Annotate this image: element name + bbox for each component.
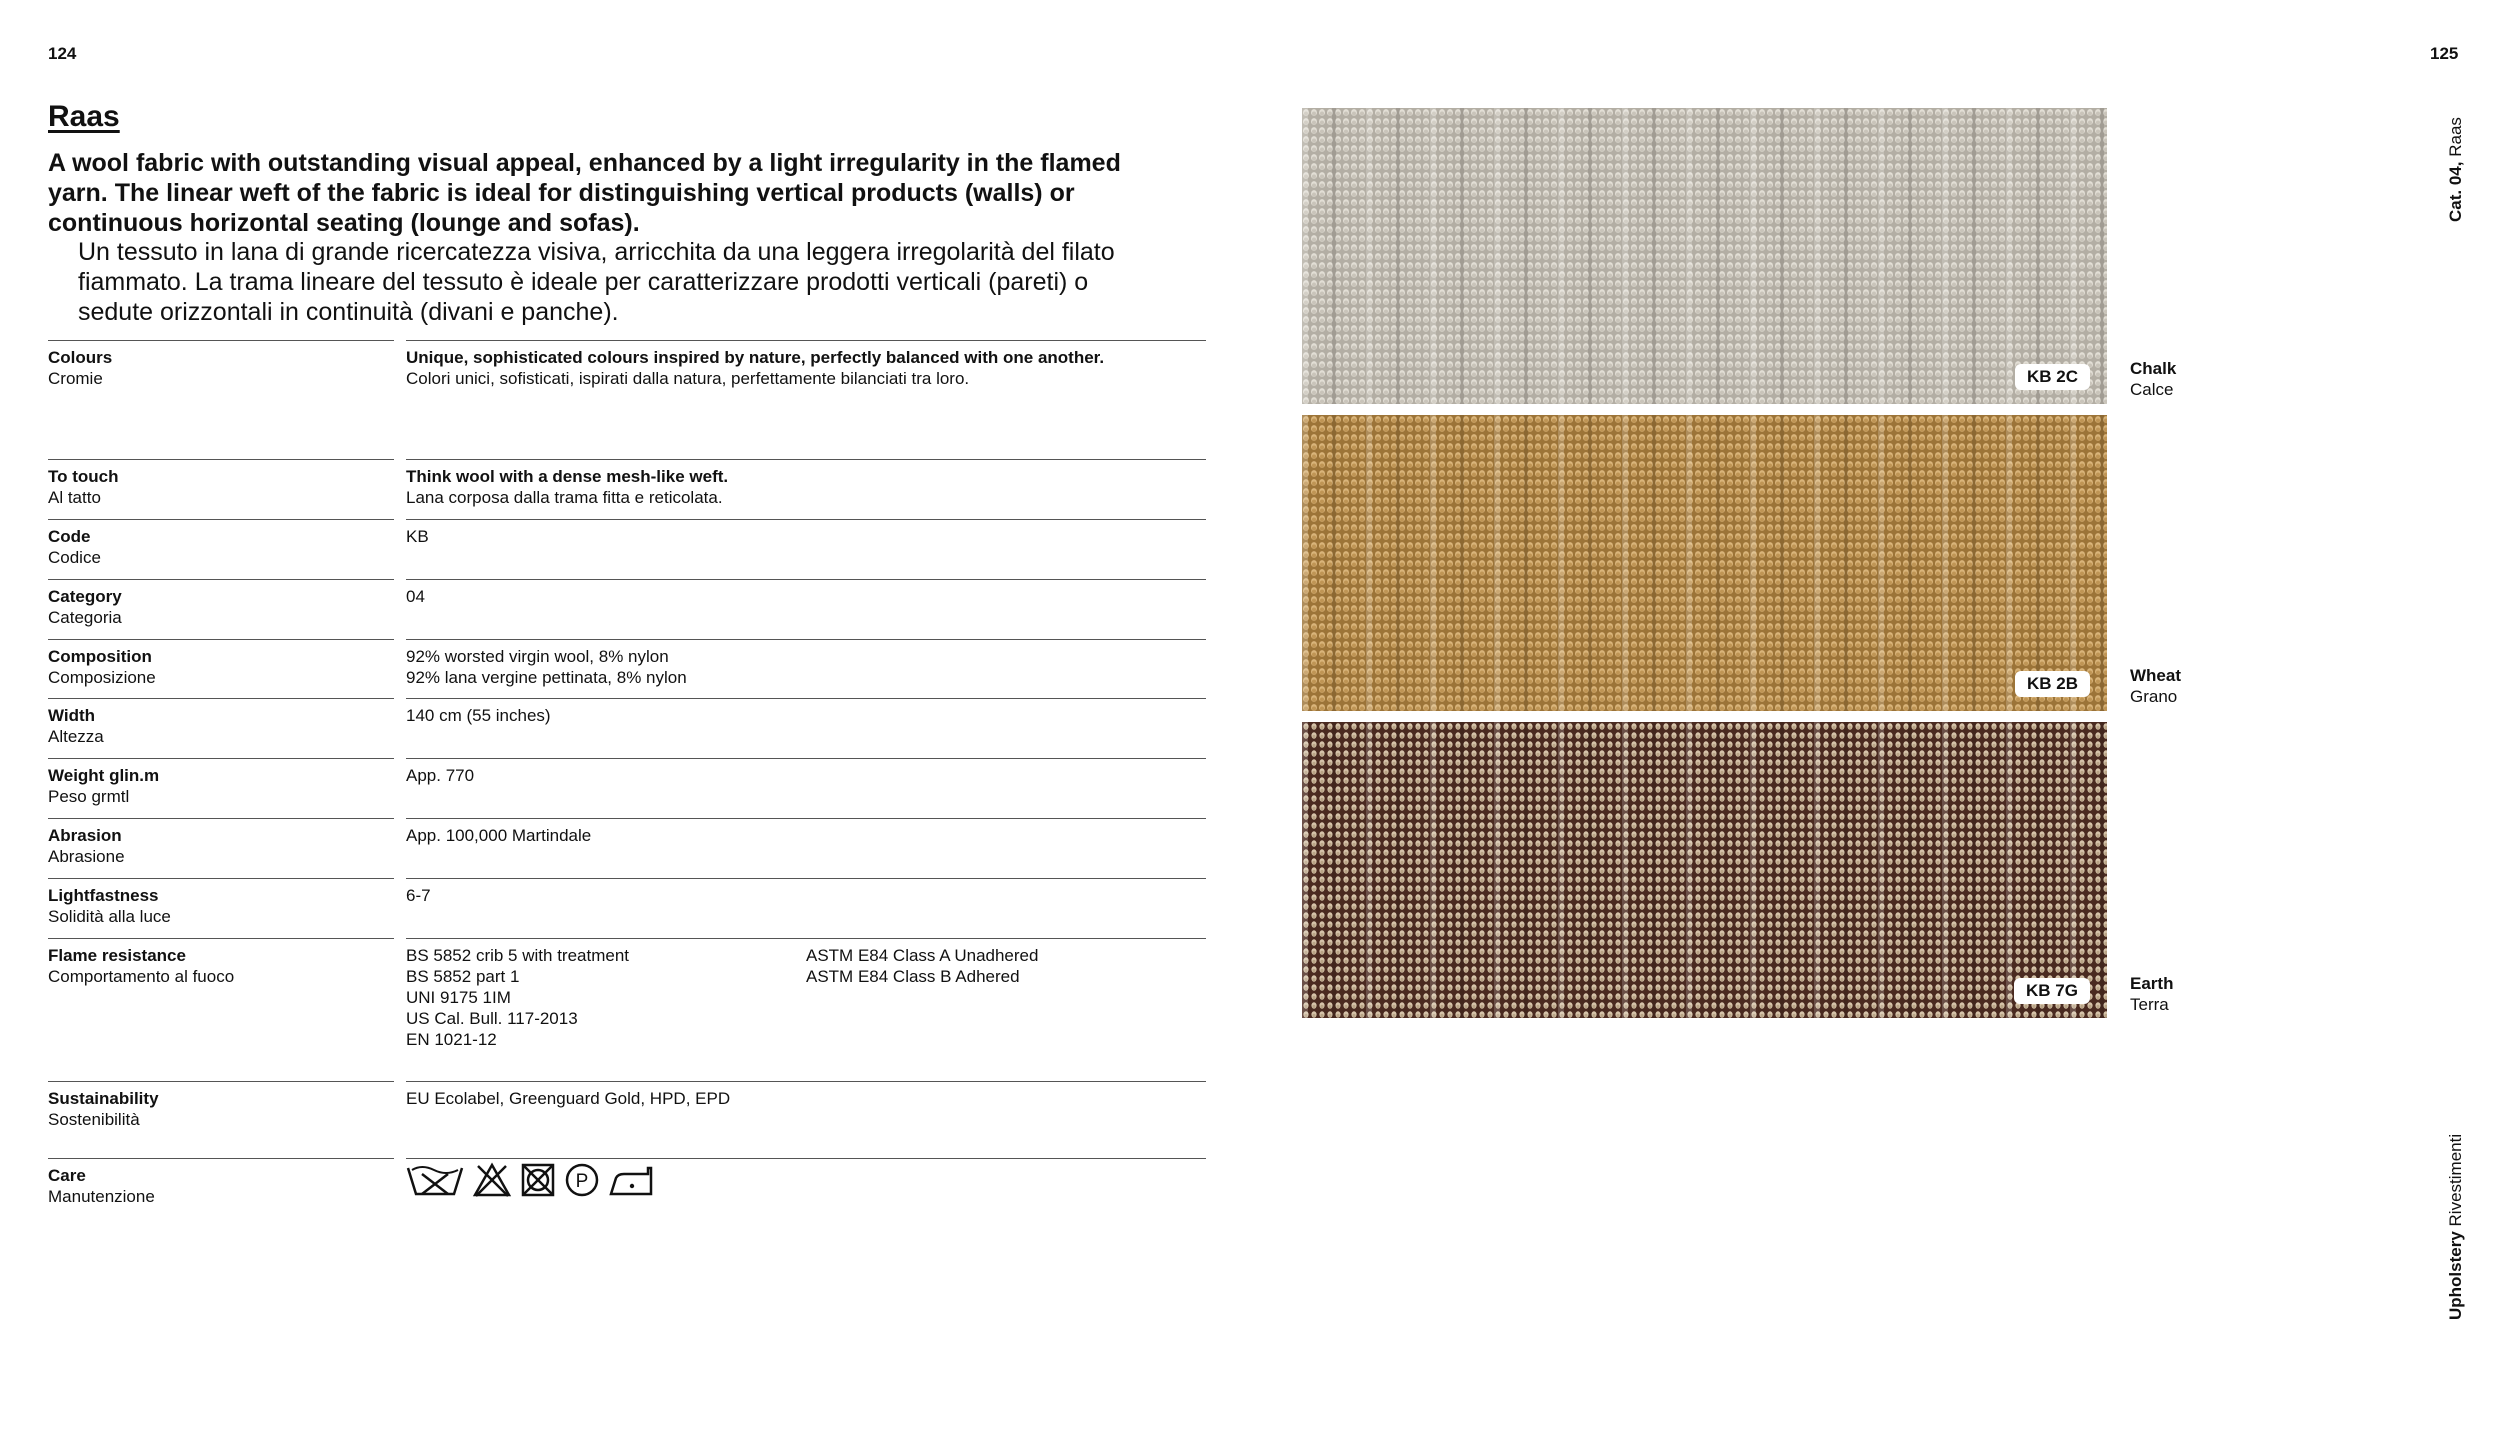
- swatch-name-en: Earth: [2130, 974, 2174, 993]
- spec-label: Composition: [48, 647, 152, 666]
- spec-label-it: Cromie: [48, 369, 103, 388]
- spec-value: App. 100,000 Martindale: [406, 826, 592, 845]
- spec-value: Unique, sophisticated colours inspired by nature, perfectly balanced with one another.: [406, 348, 1105, 367]
- intro-italian: Un tessuto in lana di grande ricercatezza visiva, arricchita da una leggera irregolarità del filato fiammato. La trama lineare del tessuto è ideale per caratterizzare prodotti verticali (pareti) o sedute orizzontali in continuità (divani e panche).: [78, 238, 1115, 326]
- product-title: Raas: [48, 100, 120, 133]
- spec-label: Weight glin.m: [48, 766, 160, 785]
- swatch-name-earth: [2130, 973, 2173, 1015]
- page-number-left: 124: [48, 44, 77, 63]
- care-icons: [406, 1162, 654, 1198]
- spec-label-it: Categoria: [48, 608, 122, 627]
- spec-value: US Cal. Bull. 117-2013: [406, 1009, 578, 1028]
- spec-label: To touch: [48, 467, 119, 486]
- spec-label: Width: [48, 706, 96, 725]
- spec-label-it: Composizione: [48, 668, 156, 687]
- spec-value-it: Colori unici, sofisticati, ispirati dalla natura, perfettamente bilanciati tra loro.: [406, 369, 970, 388]
- spec-label: Colours: [48, 348, 113, 367]
- spec-label: Flame resistance: [48, 946, 186, 965]
- spec-label: Category: [48, 587, 122, 606]
- spec-value: BS 5852 part 1: [406, 967, 520, 986]
- spec-value: BS 5852 crib 5 with treatment: [406, 946, 630, 965]
- intro-english: A wool fabric with outstanding visual appeal, enhanced by a light irregularity in the flamed yarn. The linear weft of the fabric is ideal for distinguishing vertical products (walls) or continuous horizontal seating (lounge and sofas).: [48, 149, 1121, 237]
- spec-value: Think wool with a dense mesh-like weft.: [406, 467, 729, 486]
- spec-label-it: Solidità alla luce: [48, 907, 171, 926]
- spec-label-it: Comportamento al fuoco: [48, 967, 235, 986]
- spec-value: App. 770: [406, 766, 475, 785]
- spec-value-it: Lana corposa dalla trama fitta e reticolata.: [406, 488, 723, 507]
- swatch-code: KB 2C: [2015, 364, 2090, 390]
- swatch-name-it: Calce: [2130, 380, 2174, 399]
- swatch-code: KB 7G: [2014, 978, 2090, 1004]
- spec-label-it: Manutenzione: [48, 1187, 155, 1206]
- swatch-name-en: Wheat: [2130, 666, 2181, 685]
- page-number-right: 125: [2430, 44, 2459, 63]
- spec-value: 04: [406, 587, 425, 606]
- spec-value: 92% worsted virgin wool, 8% nylon: [406, 647, 669, 666]
- dry-clean-p-icon: [564, 1162, 600, 1198]
- spec-label: Care: [48, 1166, 86, 1185]
- swatch-name-wheat: [2130, 665, 2181, 707]
- swatch-code: KB 2B: [2015, 671, 2090, 697]
- spec-label-it: Sostenibilità: [48, 1110, 140, 1129]
- spec-label: Lightfastness: [48, 886, 159, 905]
- spec-value: EN 1021-12: [406, 1030, 497, 1049]
- spec-label-it: Codice: [48, 548, 101, 567]
- spec-label-it: Al tatto: [48, 488, 101, 507]
- spec-label: Code: [48, 527, 91, 546]
- spec-value: ASTM E84 Class A Unadhered: [806, 946, 1039, 965]
- fabric-texture-chalk: [1302, 108, 2107, 404]
- spec-label-it: Abrasione: [48, 847, 125, 866]
- no-bleach-icon: [472, 1162, 512, 1198]
- swatch-name-en: Chalk: [2130, 359, 2177, 378]
- iron-low-icon: [608, 1162, 654, 1198]
- spec-value: 6-7: [406, 886, 431, 905]
- fabric-texture-earth: [1302, 722, 2107, 1018]
- spec-value: ASTM E84 Class B Adhered: [806, 967, 1020, 986]
- spec-value: 140 cm (55 inches): [406, 706, 551, 725]
- spec-value: UNI 9175 1IM: [406, 988, 511, 1007]
- spec-label: Abrasion: [48, 826, 122, 845]
- spec-value: EU Ecolabel, Greenguard Gold, HPD, EPD: [406, 1089, 731, 1108]
- side-section-name: Rivestimenti: [2446, 1133, 2465, 1227]
- spec-value: KB: [406, 527, 429, 546]
- side-category-label: [2446, 117, 2466, 222]
- spec-label: Sustainability: [48, 1089, 159, 1108]
- swatch-chalk: [1302, 108, 2107, 404]
- swatch-earth: [1302, 722, 2107, 1018]
- spec-label-it: Peso grmtl: [48, 787, 130, 806]
- side-section-label: [2446, 1134, 2466, 1320]
- fabric-texture-wheat: [1302, 415, 2107, 711]
- no-wash-icon: [406, 1162, 464, 1198]
- spec-label-it: Altezza: [48, 727, 104, 746]
- swatch-wheat: [1302, 415, 2107, 711]
- swatch-name-it: Terra: [2130, 995, 2169, 1014]
- spec-value-it: 92% lana vergine pettinata, 8% nylon: [406, 668, 687, 687]
- side-section-bold: Upholstery: [2446, 1231, 2465, 1320]
- no-tumble-dry-icon: [520, 1162, 556, 1198]
- swatch-name-it: Grano: [2130, 687, 2178, 706]
- side-category-name: Raas: [2446, 117, 2465, 157]
- swatch-name-chalk: [2130, 358, 2176, 400]
- side-category-bold: Cat. 04,: [2446, 161, 2465, 222]
- svg-text:P: P: [575, 1171, 589, 1192]
